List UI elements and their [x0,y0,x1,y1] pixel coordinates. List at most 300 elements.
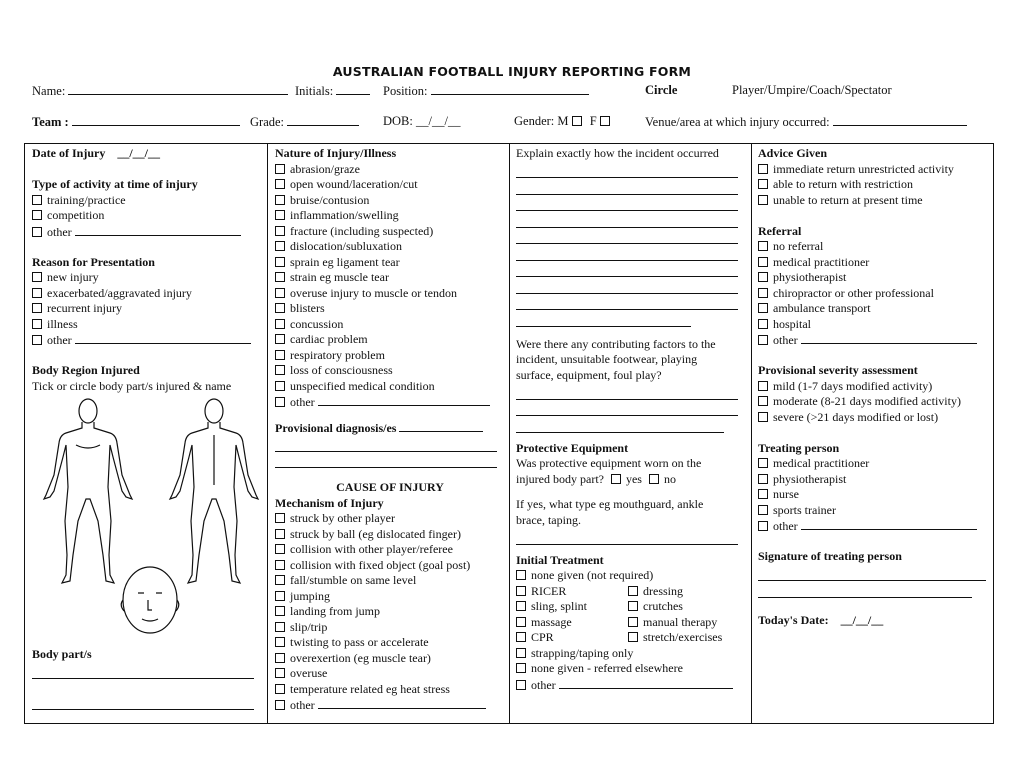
option-label: overuse [290,666,328,680]
factors-line[interactable] [516,400,738,417]
signature-line[interactable] [758,581,972,598]
option-label: medical practitioner [773,456,870,470]
referral-option[interactable] [758,332,990,348]
venue-field[interactable] [645,114,967,130]
checkbox[interactable] [275,606,285,616]
treating-option[interactable] [758,472,990,488]
checkbox[interactable] [32,303,42,313]
checkbox[interactable] [32,227,42,237]
referral-title: Referral [758,223,802,238]
checkbox[interactable] [758,505,768,515]
mechanism-option[interactable] [275,573,505,589]
checkbox[interactable] [275,637,285,647]
option-label: struck by other player [290,511,395,525]
mechanism-option[interactable] [275,589,505,605]
checkbox[interactable] [275,210,285,220]
referral-option[interactable] [758,317,990,333]
option-label: able to return with restriction [773,177,913,191]
advice-option[interactable] [758,177,990,193]
venue-label: Venue/area at which injury occurred: [645,115,830,129]
mechanism-option[interactable] [275,651,505,667]
option-label: struck by ball (eg dislocated finger) [290,526,461,541]
referral-option[interactable] [758,239,990,255]
checkbox[interactable] [516,586,526,596]
explain-line[interactable] [516,211,738,228]
checkbox[interactable] [275,397,285,407]
checkbox[interactable] [758,241,768,251]
checkbox[interactable] [275,381,285,391]
option-label: dislocation/subluxation [290,239,402,253]
yes-checkbox[interactable] [611,474,621,484]
protective-question: injured body part? [516,471,604,486]
other-line[interactable] [801,518,977,530]
nature-option[interactable] [275,224,505,240]
option-label: sling, splint [531,599,588,613]
date-of-injury[interactable] [32,146,260,162]
diagnosis-line[interactable] [275,452,497,469]
ifyes-text: brace, taping. [516,512,581,527]
treatment-option-row [516,599,746,615]
advice-option[interactable] [758,162,990,178]
nature-option[interactable] [275,162,505,178]
position-line[interactable] [431,83,589,95]
nature-title: Nature of Injury/Illness [275,146,397,160]
option-label: hospital [773,316,811,331]
nature-option[interactable] [275,286,505,302]
referral-option[interactable] [758,255,990,271]
treatment-option[interactable] [516,646,746,662]
protective-title: Protective Equipment [516,440,629,455]
treating-option[interactable] [758,503,990,519]
option-label: twisting to pass or accelerate [290,635,429,649]
treating-option[interactable] [758,456,990,472]
option-label: physiotherapist [773,270,847,284]
severity-option[interactable] [758,410,990,426]
treatment-option[interactable] [516,677,746,693]
activity-title: Type of activity at time of injury [32,177,198,191]
checkbox[interactable] [628,601,638,611]
other-line[interactable] [801,332,977,344]
treatment-option[interactable] [516,599,628,615]
mechanism-option[interactable] [275,666,505,682]
checkbox[interactable] [758,257,768,267]
severity-title: Provisional severity assessment [758,363,918,377]
dob-field[interactable] [383,114,460,129]
checkbox[interactable] [758,335,768,345]
checkbox[interactable] [758,474,768,484]
option-label: chiropractor or other professional [773,285,934,300]
checkbox[interactable] [275,365,285,375]
initials-label: Initials: [295,84,334,98]
checkbox[interactable] [758,288,768,298]
checkbox[interactable] [628,617,638,627]
treatment-option[interactable] [628,630,722,646]
checkbox[interactable] [275,288,285,298]
yes-label: yes [625,471,642,486]
ifyes-text: If yes, what type eg mouthguard, ankle [516,497,704,511]
option-label: mild (1-7 days modified activity) [773,378,933,393]
checkbox[interactable] [275,622,285,632]
option-label: exacerbated/aggravated injury [47,285,192,300]
option-label: temperature related eg heat stress [290,681,450,696]
option-label: bruise/contusion [290,192,370,207]
option-label: none given - referred elsewhere [531,661,683,675]
option-label: other [773,519,798,533]
checkbox[interactable] [275,591,285,601]
protective-question: Was protective equipment worn on the [516,456,702,470]
explain-line[interactable] [516,310,691,327]
checkbox[interactable] [758,164,768,174]
checkbox[interactable] [758,179,768,189]
option-label: strapping/taping only [531,645,634,660]
option-label: ambulance transport [773,301,871,315]
checkbox[interactable] [275,350,285,360]
checkbox[interactable] [275,319,285,329]
option-label: jumping [290,588,331,603]
nature-option[interactable] [275,177,505,193]
diagnosis-line[interactable] [399,420,483,432]
treating-title: Treating person [758,440,840,455]
advice-option[interactable] [758,193,990,209]
factors-text: incident, unsuitable footwear, playing [516,352,698,366]
option-label: overuse injury to muscle or tendon [290,285,457,300]
mechanism-option[interactable] [275,542,505,558]
treating-option[interactable] [758,487,990,503]
checkbox[interactable] [275,241,285,251]
body-part-line[interactable] [32,693,254,710]
option-label: RICER [531,583,567,598]
reason-title: Reason for Presentation [32,254,155,269]
grade-label: Grade: [250,115,285,129]
option-label: landing from jump [290,604,380,618]
cause-title: CAUSE OF INJURY [336,480,444,494]
nature-option[interactable] [275,270,505,286]
nature-option[interactable] [275,363,505,379]
other-line[interactable] [75,224,241,236]
body-part-label: Body part/s [32,647,92,661]
no-label: no [663,471,676,486]
checkbox[interactable] [32,272,42,282]
nature-option[interactable] [275,239,505,255]
initials-line[interactable] [336,83,370,95]
activity-option[interactable] [32,224,260,240]
checkbox[interactable] [275,575,285,585]
option-label: none given (not required) [531,568,654,582]
checkbox[interactable] [275,668,285,678]
checkbox[interactable] [275,529,285,539]
no-checkbox[interactable] [649,474,659,484]
column-2 [275,146,505,713]
checkbox[interactable] [516,663,526,673]
checkbox[interactable] [516,601,526,611]
checkbox[interactable] [275,700,285,710]
ifyes-line[interactable] [516,528,738,545]
option-label: no referral [773,239,824,253]
mechanism-option[interactable] [275,620,505,636]
checkbox[interactable] [758,521,768,531]
gender-m-label: Gender: M [514,114,569,128]
mechanism-option[interactable] [275,635,505,651]
dob-value[interactable]: __/__/__ [416,114,461,128]
name-line[interactable] [68,83,288,95]
explain-line[interactable] [516,244,738,261]
body-region-instructions: Tick or circle body part/s injured & name [32,378,232,393]
checkbox[interactable] [275,164,285,174]
option-label: cardiac problem [290,332,368,346]
referral-option[interactable] [758,301,990,317]
mechanism-option[interactable] [275,527,505,543]
checkbox[interactable] [516,617,526,627]
column-divider [267,143,268,724]
option-label: slip/trip [290,619,328,634]
option-label: other [290,698,315,712]
column-3 [516,146,746,692]
checkbox[interactable] [275,272,285,282]
body-region-title: Body Region Injured [32,363,140,377]
body-diagram[interactable] [36,395,261,645]
advice-title: Advice Given [758,146,827,160]
severity-option[interactable] [758,394,990,410]
gender-f-checkbox[interactable] [600,116,610,126]
circle-label: Circle [645,83,678,97]
diagnosis-line[interactable] [275,435,497,452]
option-label: collision with fixed object (goal post) [290,557,471,572]
checkbox[interactable] [758,396,768,406]
body-part-line[interactable] [32,663,254,680]
option-label: other [290,395,315,409]
checkbox[interactable] [32,288,42,298]
treatment-option[interactable] [516,630,628,646]
factors-line[interactable] [516,383,738,400]
diagnosis-field[interactable] [275,420,505,436]
option-label: fracture (including suspected) [290,223,434,238]
mechanism-option[interactable] [275,558,505,574]
option-label: other [47,224,72,239]
option-label: medical practitioner [773,254,870,269]
explain-line[interactable] [516,228,738,245]
nature-option[interactable] [275,255,505,271]
nature-option[interactable] [275,301,505,317]
other-line[interactable] [559,677,733,689]
front-body-figure[interactable] [44,399,132,583]
checkbox[interactable] [628,632,638,642]
checkbox[interactable] [758,381,768,391]
checkbox[interactable] [628,586,638,596]
option-label: overexertion (eg muscle tear) [290,650,431,665]
option-label: fall/stumble on same level [290,573,417,587]
checkbox[interactable] [758,303,768,313]
checkbox[interactable] [758,489,768,499]
checkbox[interactable] [275,226,285,236]
gender-field [514,114,615,129]
option-label: blisters [290,301,325,315]
column-divider [509,143,510,724]
option-label: competition [47,208,105,222]
checkbox[interactable] [516,680,526,690]
gender-f-label: F [589,114,597,128]
activity-option[interactable] [32,193,260,209]
checkbox[interactable] [32,319,42,329]
body-part-section [32,647,260,710]
head-diagram[interactable] [121,567,179,633]
explain-line[interactable] [516,277,738,294]
reason-option[interactable] [32,332,260,348]
reason-option[interactable] [32,270,260,286]
checkbox[interactable] [275,179,285,189]
treatment-option-row [516,584,746,600]
checkbox[interactable] [275,334,285,344]
explain-line[interactable] [516,294,738,311]
reason-option[interactable] [32,317,260,333]
option-label: open wound/laceration/cut [290,177,418,191]
today-value[interactable]: __/__/__ [840,612,884,627]
signature-label: Signature of treating person [758,549,902,563]
treatment-option[interactable] [628,584,683,600]
name-label: Name: [32,84,66,98]
grade-field[interactable] [250,114,359,130]
mechanism-option[interactable] [275,697,505,713]
position-field[interactable] [383,83,589,99]
mechanism-option[interactable] [275,604,505,620]
option-label: loss of consciousness [290,363,393,377]
reason-option[interactable] [32,286,260,302]
checkbox[interactable] [275,544,285,554]
column-4 [758,146,990,628]
treatment-option[interactable] [628,615,717,631]
option-label: illness [47,316,78,331]
column-1 [32,146,260,394]
initials-field[interactable] [295,83,370,99]
option-label: recurrent injury [47,301,122,315]
gender-m-checkbox[interactable] [572,116,582,126]
date-label: Date of Injury [32,146,106,160]
nature-option[interactable] [275,379,505,395]
treatment-option-row [516,615,746,631]
nature-option[interactable] [275,317,505,333]
team-line[interactable] [72,114,240,126]
option-label: dressing [643,583,683,598]
checkbox[interactable] [275,560,285,570]
checkbox[interactable] [275,513,285,523]
grade-line[interactable] [287,114,359,126]
checkbox[interactable] [758,272,768,282]
nature-option[interactable] [275,348,505,364]
treatment-option[interactable] [628,599,683,615]
option-label: inflammation/swelling [290,208,399,222]
explain-line[interactable] [516,195,738,212]
diagnosis-label: Provisional diagnosis/es [275,420,397,435]
checkbox[interactable] [758,412,768,422]
option-label: physiotherapist [773,471,847,486]
option-label: collision with other player/referee [290,542,453,556]
position-label: Position: [383,84,428,98]
activity-option[interactable] [32,208,260,224]
option-label: concussion [290,316,344,331]
explain-line[interactable] [516,261,738,278]
option-label: training/practice [47,192,126,207]
explain-line[interactable] [516,178,738,195]
option-label: other [531,677,556,692]
today-label: Today's Date: [758,612,829,627]
option-label: abrasion/graze [290,161,360,176]
venue-line[interactable] [833,114,967,126]
protective-answer [516,472,746,488]
dob-label: DOB: [383,114,413,128]
option-label: unable to return at present time [773,192,923,207]
other-line[interactable] [75,332,251,344]
treatment-title: Initial Treatment [516,552,604,567]
nature-option[interactable] [275,332,505,348]
treating-option[interactable] [758,518,990,534]
factors-text: Were there any contributing factors to the [516,336,716,351]
checkbox[interactable] [758,195,768,205]
referral-option[interactable] [758,286,990,302]
date-value[interactable]: __/__/__ [117,146,160,160]
mechanism-option[interactable] [275,682,505,698]
checkbox[interactable] [32,210,42,220]
form-title: AUSTRALIAN FOOTBALL INJURY REPORTING FORM [332,64,692,79]
nature-option[interactable] [275,193,505,209]
option-label: sports trainer [773,502,836,517]
option-label: respiratory problem [290,347,385,362]
treatment-option[interactable] [516,661,746,677]
checkbox[interactable] [32,195,42,205]
team-field[interactable] [32,114,240,130]
other-line[interactable] [318,697,486,709]
explain-line[interactable] [516,162,738,179]
nature-option[interactable] [275,208,505,224]
checkbox[interactable] [275,303,285,313]
severity-option[interactable] [758,379,990,395]
referral-option[interactable] [758,270,990,286]
checkbox[interactable] [275,653,285,663]
checkbox[interactable] [516,632,526,642]
reason-option[interactable] [32,301,260,317]
signature-line[interactable] [758,565,986,582]
checkbox[interactable] [516,570,526,580]
checkbox[interactable] [275,684,285,694]
option-label: massage [531,614,572,629]
team-label: Team : [32,115,69,129]
treatment-option[interactable] [516,568,746,584]
treatment-option[interactable] [516,615,628,631]
checkbox[interactable] [275,195,285,205]
checkbox[interactable] [516,648,526,658]
circle-options[interactable]: Player/Umpire/Coach/Spectator [732,83,892,97]
option-label: crutches [643,599,683,613]
treatment-option-row [516,630,746,646]
option-label: strain eg muscle tear [290,270,389,284]
today-date[interactable] [758,613,990,629]
explain-label: Explain exactly how the incident occurred [516,146,719,160]
option-label: nurse [773,487,799,501]
checkbox[interactable] [32,335,42,345]
mechanism-option[interactable] [275,511,505,527]
option-label: moderate (8-21 days modified activity) [773,394,961,408]
nature-option[interactable] [275,394,505,410]
checkbox[interactable] [275,257,285,267]
treatment-option[interactable] [516,584,628,600]
factors-line[interactable] [516,416,724,433]
other-line[interactable] [318,394,490,406]
option-label: immediate return unrestricted activity [773,161,954,176]
back-body-figure[interactable] [170,399,258,583]
checkbox[interactable] [758,458,768,468]
name-field[interactable] [32,83,288,99]
option-label: sprain eg ligament tear [290,254,400,269]
factors-text: surface, equipment, foul play? [516,367,662,382]
checkbox[interactable] [758,319,768,329]
